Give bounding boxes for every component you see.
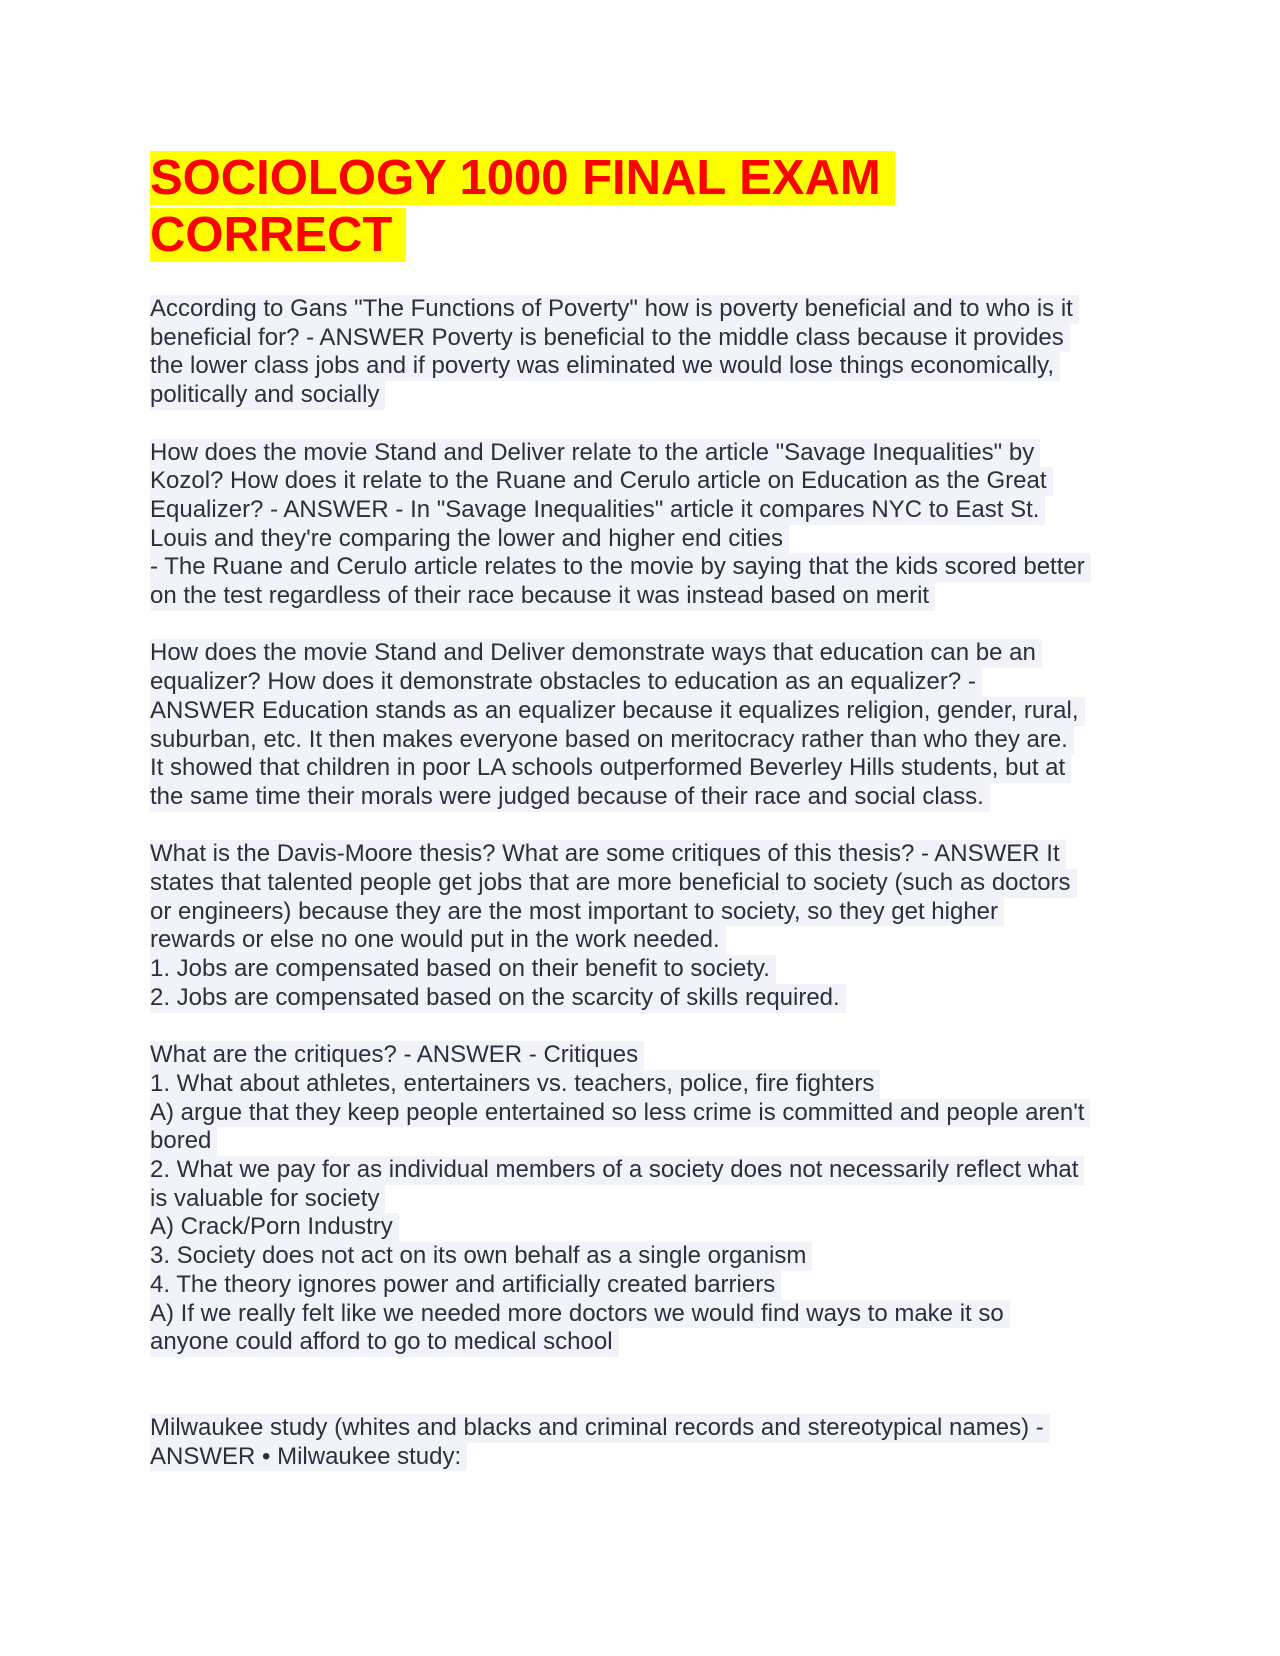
text-line: or engineers) because they are the most important to society, so they get higher bbox=[150, 898, 1004, 927]
text-line: According to Gans "The Functions of Poverty" how is poverty beneficial and to who is it bbox=[150, 295, 1079, 324]
document-title bbox=[150, 150, 1130, 264]
text-line: Milwaukee study (whites and blacks and criminal records and stereotypical names) - bbox=[150, 1414, 1050, 1443]
text-line: ANSWER • Milwaukee study: bbox=[150, 1443, 467, 1472]
text-line: How does the movie Stand and Deliver relate to the article "Savage Inequalities" by bbox=[150, 439, 1040, 468]
qa-block-stand-and-deliver-kozol bbox=[150, 439, 1130, 611]
text-line: is valuable for society bbox=[150, 1185, 385, 1214]
text-line: Equalizer? - ANSWER - In "Savage Inequalities" article it compares NYC to East St. bbox=[150, 496, 1045, 525]
text-line: - The Ruane and Cerulo article relates to the movie by saying that the kids scored better bbox=[150, 553, 1091, 582]
text-line: What are the critiques? - ANSWER - Critiques bbox=[150, 1041, 644, 1070]
text-line: 2. Jobs are compensated based on the scarcity of skills required. bbox=[150, 984, 846, 1013]
title-line: SOCIOLOGY 1000 FINAL EXAM bbox=[150, 151, 895, 205]
text-line: Kozol? How does it relate to the Ruane and Cerulo article on Education as the Great bbox=[150, 467, 1053, 496]
text-line: anyone could afford to go to medical school bbox=[150, 1328, 619, 1357]
text-line: ANSWER Education stands as an equalizer because it equalizes religion, gender, rural, bbox=[150, 697, 1085, 726]
qa-block-milwaukee bbox=[150, 1414, 1130, 1471]
text-line: 2. What we pay for as individual members of a society does not necessarily reflect what bbox=[150, 1156, 1084, 1185]
text-line: A) If we really felt like we needed more doctors we would find ways to make it so bbox=[150, 1300, 1010, 1329]
qa-block-gans bbox=[150, 295, 1130, 410]
text-line: 1. What about athletes, entertainers vs. teachers, police, fire fighters bbox=[150, 1070, 880, 1099]
text-line: bored bbox=[150, 1127, 217, 1156]
text-line: A) argue that they keep people entertained so less crime is committed and people aren't bbox=[150, 1099, 1090, 1128]
text-line: the same time their morals were judged because of their race and social class. bbox=[150, 783, 990, 812]
text-line: states that talented people get jobs that are more beneficial to society (such as doctors bbox=[150, 869, 1077, 898]
text-line: 1. Jobs are compensated based on their benefit to society. bbox=[150, 955, 776, 984]
text-line: 4. The theory ignores power and artificially created barriers bbox=[150, 1271, 781, 1300]
qa-block-education-equalizer bbox=[150, 639, 1130, 811]
text-line: Louis and they're comparing the lower and higher end cities bbox=[150, 525, 789, 554]
text-line: on the test regardless of their race because it was instead based on merit bbox=[150, 582, 935, 611]
text-line: the lower class jobs and if poverty was eliminated we would lose things economically, bbox=[150, 352, 1060, 381]
text-line: What is the Davis-Moore thesis? What are some critiques of this thesis? - ANSWER It bbox=[150, 840, 1066, 869]
text-line: It showed that children in poor LA schools outperformed Beverley Hills students, but at bbox=[150, 754, 1071, 783]
document-page bbox=[150, 150, 1130, 1500]
text-line: equalizer? How does it demonstrate obstacles to education as an equalizer? - bbox=[150, 668, 982, 697]
text-line: A) Crack/Porn Industry bbox=[150, 1213, 399, 1242]
text-line: 3. Society does not act on its own behalf as a single organism bbox=[150, 1242, 812, 1271]
text-line: rewards or else no one would put in the work needed. bbox=[150, 926, 726, 955]
text-line: beneficial for? - ANSWER Poverty is beneficial to the middle class because it provides bbox=[150, 324, 1070, 353]
qa-block-critiques bbox=[150, 1041, 1130, 1357]
text-line: How does the movie Stand and Deliver demonstrate ways that education can be an bbox=[150, 639, 1042, 668]
qa-block-davis-moore bbox=[150, 840, 1130, 1012]
title-line: CORRECT bbox=[150, 208, 406, 262]
text-line: politically and socially bbox=[150, 381, 385, 410]
text-line: suburban, etc. It then makes everyone based on meritocracy rather than who they are. bbox=[150, 726, 1074, 755]
